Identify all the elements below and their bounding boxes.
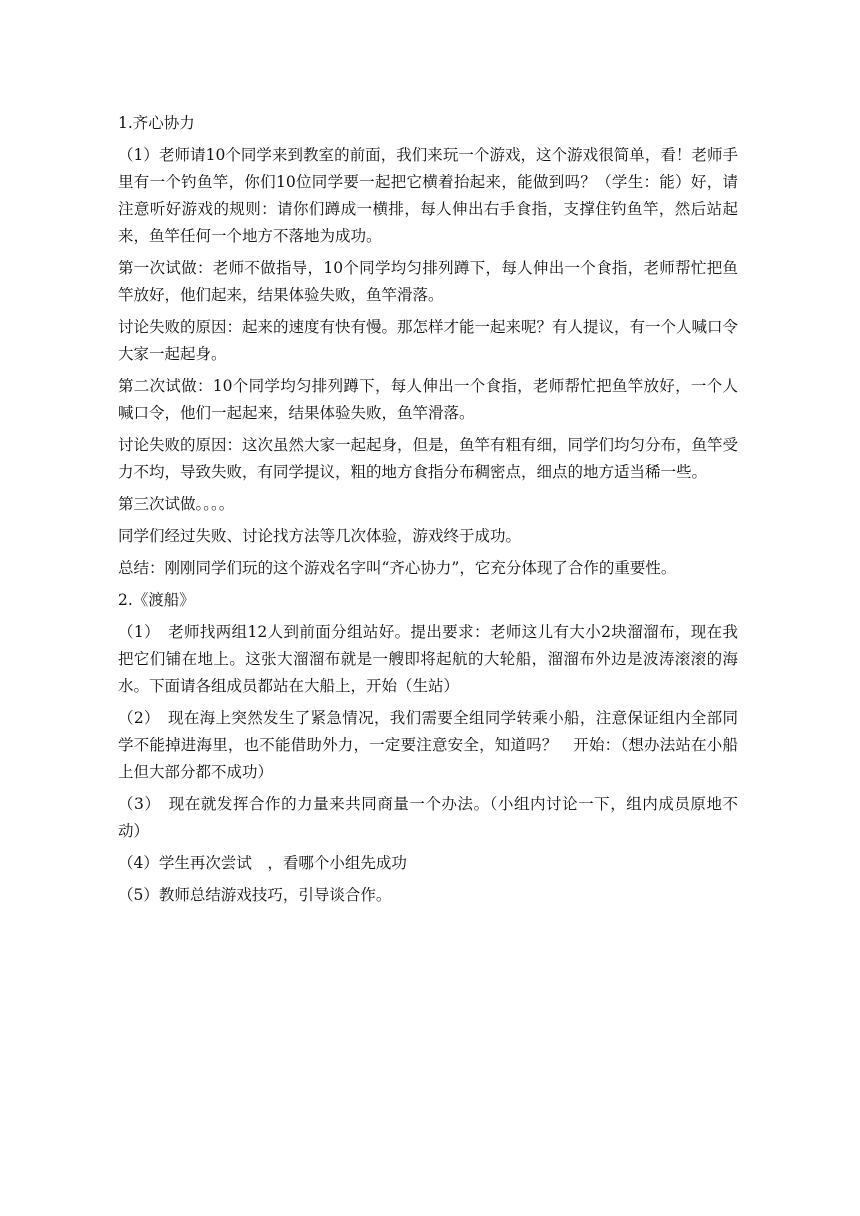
paragraph: （1）老师请10个同学来到教室的前面，我们来玩一个游戏，这个游戏很简单，看！老师手里有一个钓鱼竿，你们10位同学要一起把它横着抬起来，能做到吗？（学生：能）好，请注意听好游戏的规则：请你们蹲成一横排，每人伸出右手食指，支撑住钓鱼竿，然后站起来，鱼竿任何一个地方不落地为成功。 [118, 146, 738, 245]
paragraph: （5）教师总结游戏技巧，引导谈合作。 [118, 886, 392, 904]
section-heading-1: 1.齐心协力 [118, 114, 195, 132]
paragraph: （4）学生再次尝试 ，看哪个小组先成功 [118, 854, 407, 872]
paragraph: 第三次试做。。。。 [118, 495, 235, 513]
paragraph: （3） 现在就发挥合作的力量来共同商量一个办法。（小组内讨论一下，组内成员原地不动） [118, 795, 738, 840]
paragraph: 讨论失败的原因：这次虽然大家一起起身，但是，鱼竿有粗有细，同学们均匀分布，鱼竿受力不均，导致失败，有同学提议，粗的地方食指分布稠密点，细点的地方适当稀一些。 [118, 436, 739, 481]
paragraph: 总结：刚刚同学们玩的这个游戏名字叫“齐心协力”，它充分体现了合作的重要性。 [118, 559, 677, 577]
paragraph: （1） 老师找两组12人到前面分组站好。提出要求：老师这儿有大小2块溜溜布，现在我把它们铺在地上。这张大溜溜布就是一艘即将起航的大轮船，溜溜布外边是波涛滚滚的海水。下面请各组成员都站在大船上，开始（生站） [118, 623, 738, 695]
paragraph: 讨论失败的原因：起来的速度有快有慢。那怎样才能一起来呢？有人提议，有一个人喊口令大家一起起身。 [118, 318, 739, 363]
paragraph: 同学们经过失败、讨论找方法等几次体验，游戏终于成功。 [118, 527, 522, 545]
paragraph: 第二次试做：10个同学均匀排列蹲下，每人伸出一个食指，老师帮忙把鱼竿放好，一个人喊口令，他们一起起来，结果体验失败，鱼竿滑落。 [118, 377, 738, 422]
paragraph: （2） 现在海上突然发生了紧急情况，我们需要全组同学转乘小船，注意保证组内全部同学不能掉进海里，也不能借助外力，一定要注意安全，知道吗？ 开始：（想办法站在小船上但大部分都不成功） [118, 709, 738, 781]
paragraph: 第一次试做：老师不做指导，10个同学均匀排列蹲下，每人伸出一个食指，老师帮忙把鱼竿放好，他们起来，结果体验失败，鱼竿滑落。 [118, 259, 738, 304]
document-body [118, 110, 738, 914]
section-heading-2: 2.《渡船》 [118, 591, 195, 609]
